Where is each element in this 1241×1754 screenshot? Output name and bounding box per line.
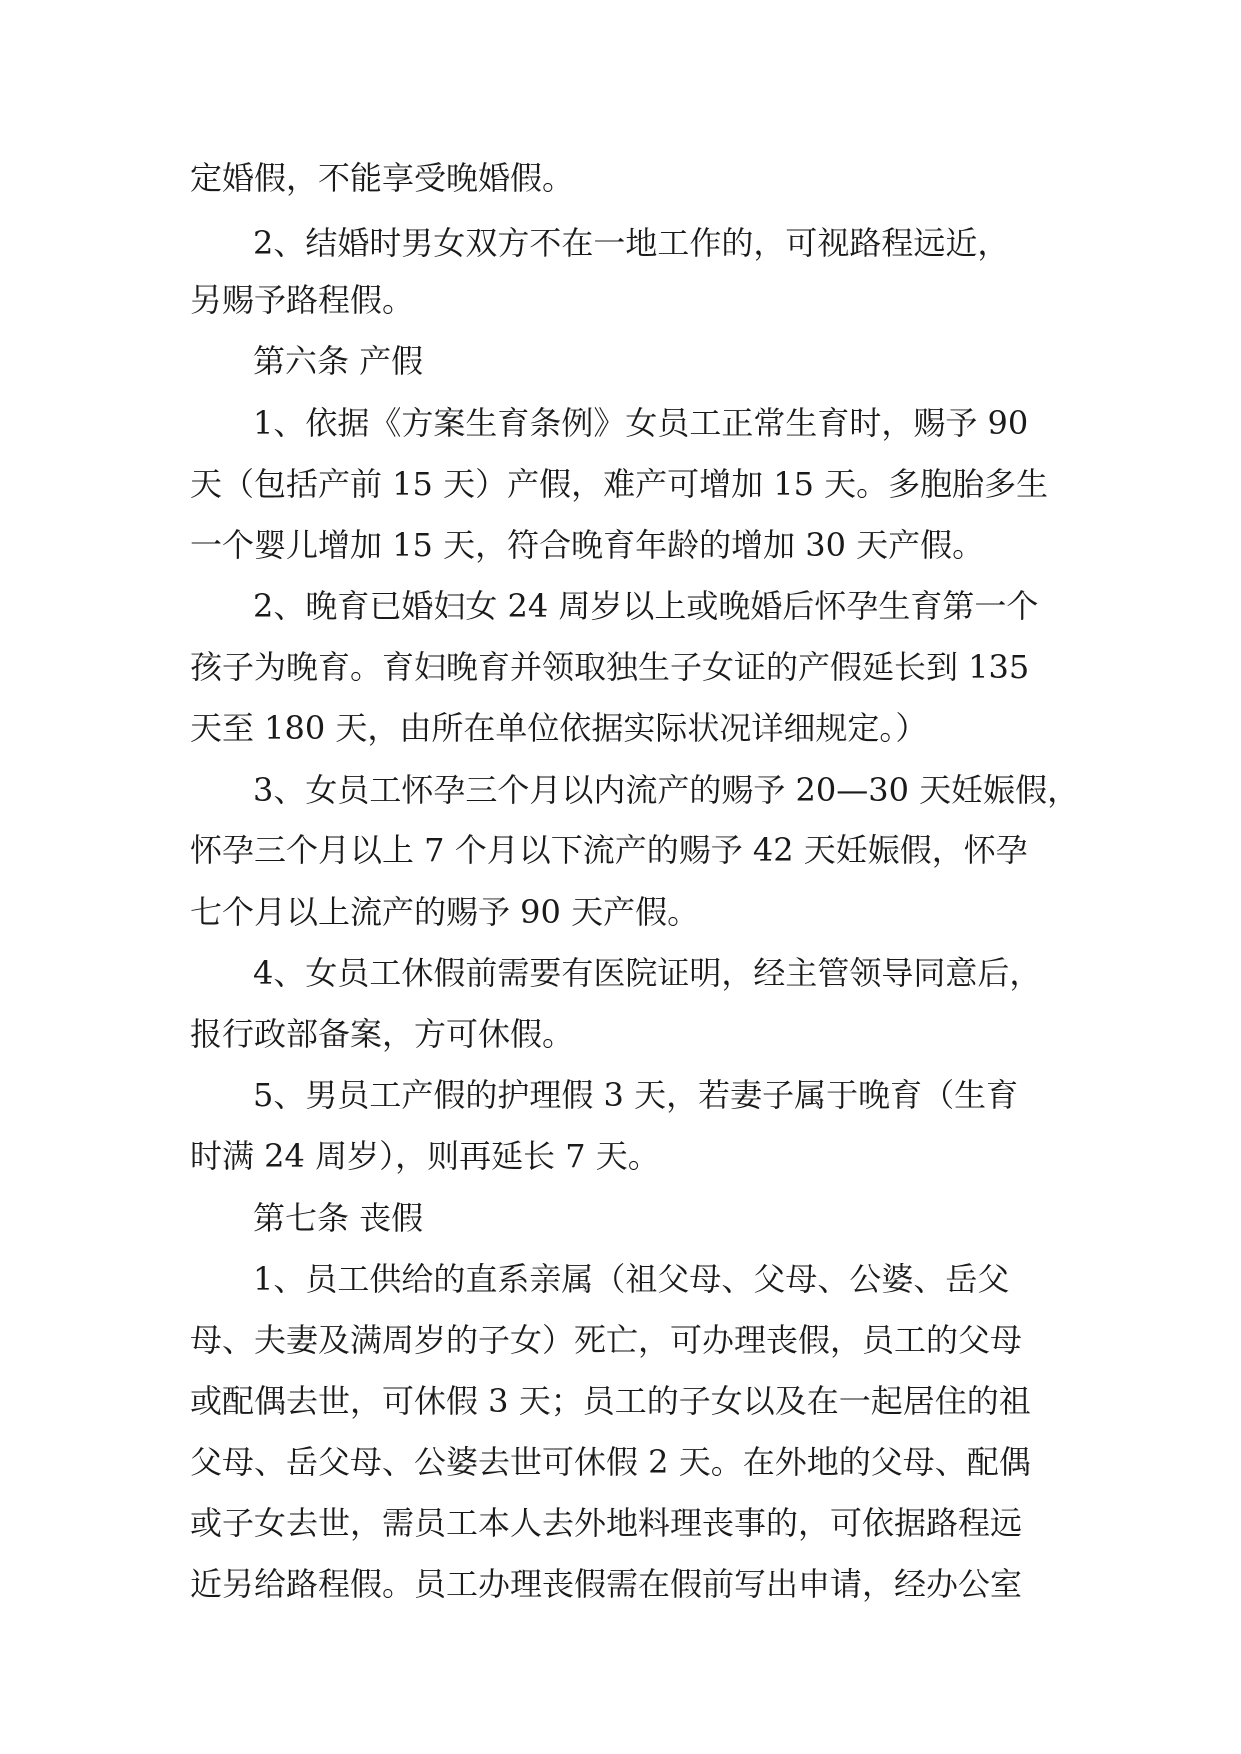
- text-line-content: 另赐予路程假。: [190, 281, 415, 319]
- text-line-content: 怀孕三个月以上 7 个月以下流产的赐予 42 天妊娠假，怀孕: [190, 831, 1028, 869]
- section-heading-text: 第六条 产假: [253, 342, 424, 380]
- text-line: [0, 215, 1241, 271]
- text-line-content: 或配偶去世，可休假 3 天；员工的子女以及在一起居住的祖: [190, 1382, 1031, 1420]
- text-line-content: 1、依据《方案生育条例》女员工正常生育时，赐予 90: [253, 404, 1029, 442]
- text-line-content: 七个月以上流产的赐予 90 天产假。: [190, 893, 700, 931]
- text-line-content: 时满 24 周岁），则再延长 7 天。: [190, 1137, 660, 1175]
- text-line: [0, 1251, 1241, 1307]
- text-line-content: 5、男员工产假的护理假 3 天，若妻子属于晚育（生育: [253, 1076, 1019, 1114]
- text-line: [0, 517, 1241, 573]
- text-line: [0, 272, 1241, 328]
- text-line: [0, 945, 1241, 1001]
- text-line-content: 报行政部备案，方可休假。: [190, 1015, 575, 1053]
- text-line: [0, 1556, 1241, 1612]
- text-line: [0, 1495, 1241, 1551]
- text-line: [0, 1006, 1241, 1062]
- text-line-content: 1、员工供给的直系亲属（祖父母、父母、公婆、岳父: [253, 1260, 1010, 1298]
- text-line: [0, 150, 1241, 206]
- text-line-content: 2、晚育已婚妇女 24 周岁以上或晚婚后怀孕生育第一个: [253, 587, 1039, 625]
- text-line: [0, 1067, 1241, 1123]
- text-line: [0, 578, 1241, 634]
- text-line: [0, 762, 1241, 818]
- text-line: [0, 884, 1241, 940]
- text-line-content: 天至 180 天，由所在单位依据实际状况详细规定。）: [190, 709, 928, 747]
- text-line: [0, 639, 1241, 695]
- text-line: [0, 1434, 1241, 1490]
- text-line-content: 定婚假，不能享受晚婚假。: [190, 159, 575, 197]
- text-line: [0, 395, 1241, 451]
- text-line-content: 4、女员工休假前需要有医院证明，经主管领导同意后，: [253, 954, 1042, 992]
- text-line-content: 天（包括产前 15 天）产假，难产可增加 15 天。多胞胎多生: [190, 465, 1049, 503]
- text-line-content: 或子女去世，需员工本人去外地料理丧事的，可依据路程远: [190, 1504, 1023, 1542]
- section-heading: [0, 1190, 1241, 1246]
- text-line-content: 母、夫妻及满周岁的子女）死亡，可办理丧假，员工的父母: [190, 1321, 1023, 1359]
- text-line: [0, 1128, 1241, 1184]
- text-line-content: 一个婴儿增加 15 天，符合晚育年龄的增加 30 天产假。: [190, 526, 985, 564]
- text-line: [0, 822, 1241, 878]
- text-line-content: 父母、岳父母、公婆去世可休假 2 天。在外地的父母、配偶: [190, 1443, 1031, 1481]
- section-heading-text: 第七条 丧假: [253, 1199, 424, 1237]
- text-line-content: 近另给路程假。员工办理丧假需在假前写出申请，经办公室: [190, 1565, 1023, 1603]
- text-line: [0, 456, 1241, 512]
- text-line: [0, 1373, 1241, 1429]
- section-heading: [0, 333, 1241, 389]
- text-line-content: 2、结婚时男女双方不在一地工作的，可视路程远近，: [253, 224, 1010, 262]
- text-line-content: 孩子为晚育。育妇晚育并领取独生子女证的产假延长到 135: [190, 648, 1030, 686]
- text-line-content: 3、女员工怀孕三个月以内流产的赐予 20—30 天妊娠假，: [253, 771, 1080, 809]
- text-line: [0, 700, 1241, 756]
- text-line: [0, 1312, 1241, 1368]
